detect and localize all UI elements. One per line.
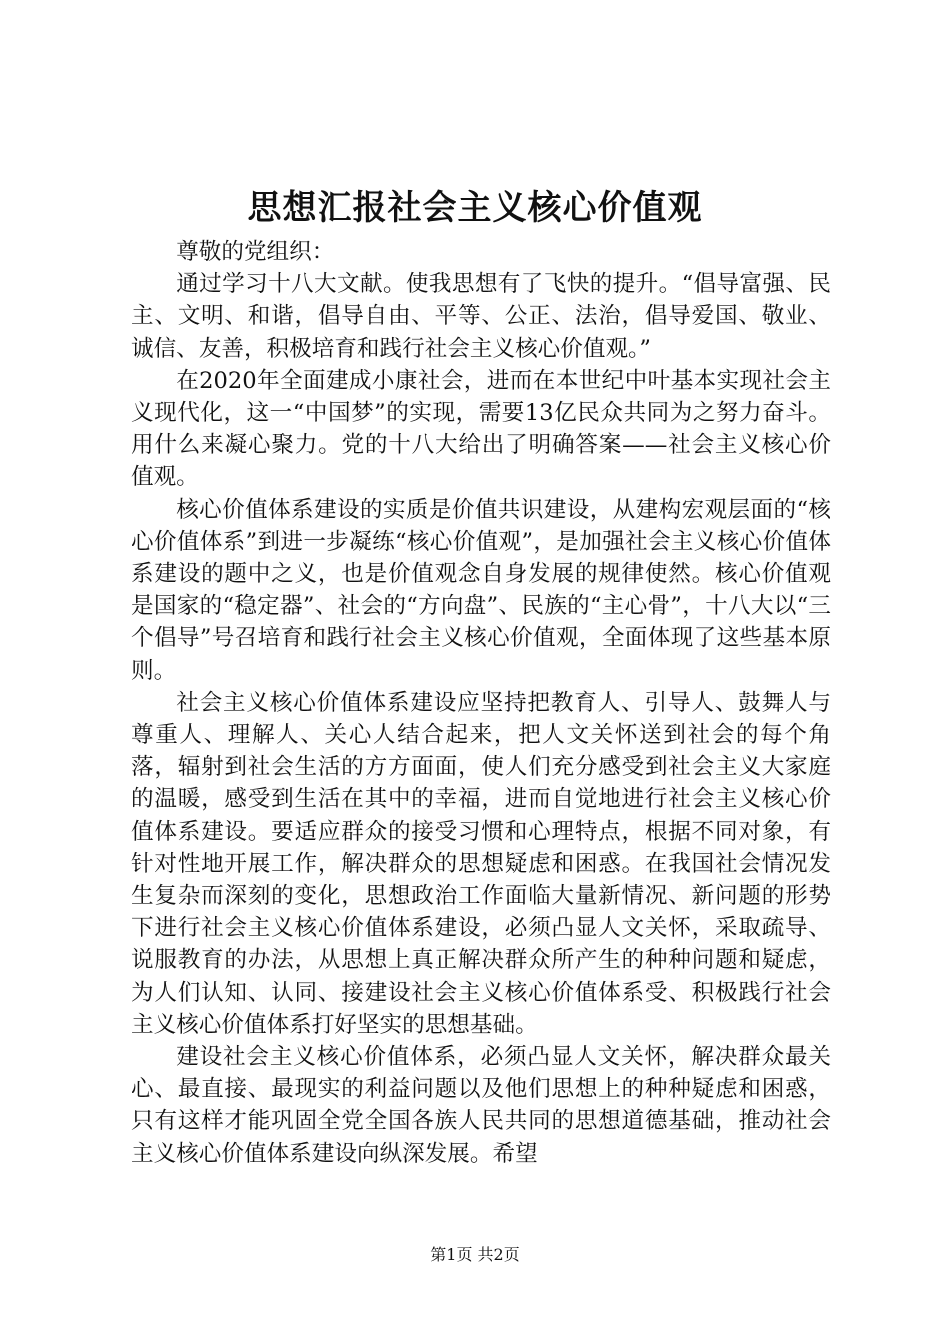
paragraph-1: 通过学习十八大文献。使我思想有了飞快的提升。“倡导富强、民主、文明、和谐，倡导自由、平等、公正、法治，倡导爱国、敬业、诚信、友善，积极培育和践行社会主义核心价值观。”: [131, 271, 831, 362]
page-number-footer: 第1页 共2页: [430, 1245, 520, 1264]
document-body: [131, 236, 831, 1170]
paragraph-4: 社会主义核心价值体系建设应坚持把教育人、引导人、鼓舞人与尊重人、理解人、关心人结合起来，把人文关怀送到社会的每个角落，辐射到社会生活的方方面面，使人们充分感受到社会主义大家庭的温暖，感受到生活在其中的幸福，进而自觉地进行社会主义核心价值体系建设。要适应群众的接受习惯和心理特点，根据不同对象，有针对性地开展工作，解决群众的思想疑虑和困惑。在我国社会情况发生复杂而深刻的变化，思想政治工作面临大量新情况、新问题的形势下进行社会主义核心价值体系建设，必须凸显人文关怀，采取疏导、说服教育的办法，从思想上真正解决群众所产生的种种问题和疑虑，为人们认知、认同、接建设社会主义核心价值体系受、积极践行社会主义核心价值体系打好坚实的思想基础。: [131, 689, 831, 1038]
paragraph-2: 在2020年全面建成小康社会，进而在本世纪中叶基本实现社会主义现代化，这一“中国梦”的实现，需要13亿民众共同为之努力奋斗。用什么来凝心聚力。党的十八大给出了明确答案——社会主义核心价值观。: [131, 367, 831, 491]
paragraph-5: 建设社会主义核心价值体系，必须凸显人文关怀，解决群众最关心、最直接、最现实的利益问题以及他们思想上的种种疑虑和困惑，只有这样才能巩固全党全国各族人民共同的思想道德基础，推动社会主义核心价值体系建设向纵深发展。希望: [131, 1044, 831, 1167]
paragraph-3: 核心价值体系建设的实质是价值共识建设，从建构宏观层面的“核心价值体系”到进一步凝练“核心价值观”，是加强社会主义核心价值体系建设的题中之义，也是价值观念自身发展的规律使然。核心价值观是国家的“稳定器”、社会的“方向盘”、民族的“主心骨”，十八大以“三个倡导”号召培育和践行社会主义核心价值观，全面体现了这些基本原则。: [131, 496, 831, 684]
document-title: 思想汇报社会主义核心价值观: [247, 188, 703, 228]
salutation: 尊敬的党组织：: [176, 239, 335, 265]
